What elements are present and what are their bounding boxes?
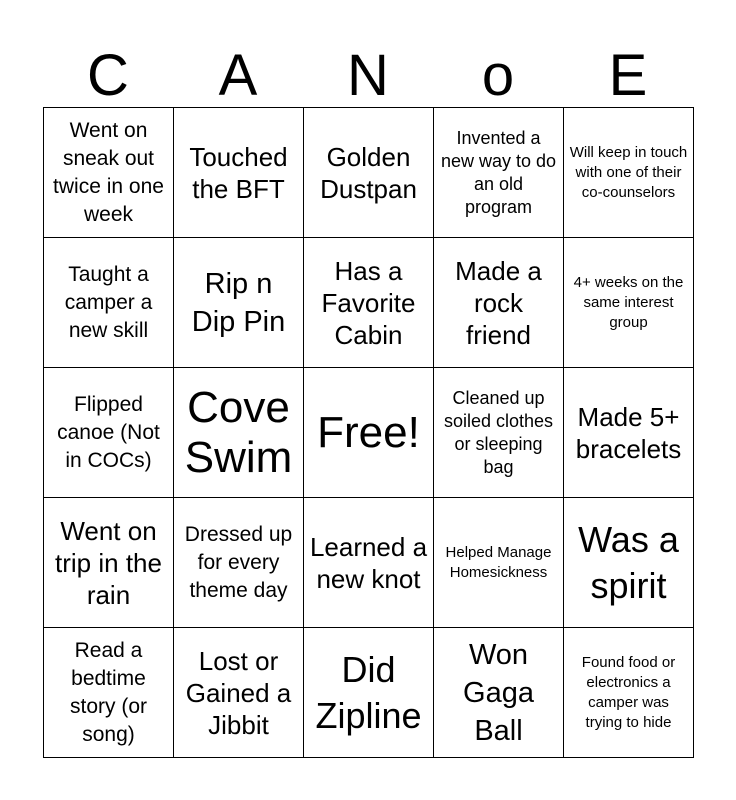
bingo-cell-text: 4+ weeks on the same interest group xyxy=(573,273,684,331)
bingo-cell-text: Did Zipline xyxy=(315,648,422,736)
bingo-cell-text: Invented a new way to do an old program xyxy=(440,127,557,217)
bingo-cell[interactable] xyxy=(564,108,694,238)
header-letter-c: C xyxy=(87,43,129,108)
bingo-cell[interactable] xyxy=(174,498,304,628)
bingo-cell-text: Made a rock friend xyxy=(455,255,542,350)
header-letter-e: E xyxy=(608,43,648,108)
bingo-grid xyxy=(43,107,694,758)
bingo-cell[interactable] xyxy=(174,108,304,238)
bingo-cell[interactable] xyxy=(44,368,174,498)
bingo-cell[interactable] xyxy=(434,108,564,238)
bingo-cell-text: Made 5+ bracelets xyxy=(575,401,682,464)
bingo-cell-text: Won Gaga Ball xyxy=(463,638,534,747)
bingo-cell-text: Touched the BFT xyxy=(189,141,288,204)
bingo-cell[interactable] xyxy=(174,628,304,758)
free-space-cell[interactable] xyxy=(304,368,434,498)
bingo-cell[interactable] xyxy=(564,498,694,628)
bingo-cell[interactable] xyxy=(434,628,564,758)
bingo-cell-text: Cove Swim xyxy=(184,382,293,482)
bingo-cell-text: Learned a new knot xyxy=(309,531,428,594)
bingo-header xyxy=(43,44,693,108)
bingo-cell[interactable] xyxy=(434,238,564,368)
header-letter-n: N xyxy=(347,43,389,108)
bingo-cell[interactable] xyxy=(304,238,434,368)
bingo-cell-text: Read a bedtime story (or song) xyxy=(69,638,147,746)
bingo-cell-text: Dressed up for every theme day xyxy=(184,522,293,602)
bingo-cell[interactable] xyxy=(564,368,694,498)
bingo-cell[interactable] xyxy=(564,628,694,758)
bingo-cell[interactable] xyxy=(434,368,564,498)
bingo-cell-text: Taught a camper a new skill xyxy=(64,262,153,342)
bingo-cell-text: Rip n Dip Pin xyxy=(191,267,286,338)
bingo-cell-text: Was a spirit xyxy=(578,518,679,606)
bingo-cell-text: Has a Favorite Cabin xyxy=(321,255,416,350)
header-letter-o: o xyxy=(481,43,515,108)
bingo-cell-text: Cleaned up soiled clothes or sleeping bag xyxy=(443,387,554,477)
bingo-cell[interactable] xyxy=(44,238,174,368)
bingo-cell[interactable] xyxy=(174,368,304,498)
bingo-cell[interactable] xyxy=(174,238,304,368)
bingo-cell-text: Went on trip in the rain xyxy=(55,515,162,610)
bingo-cell[interactable] xyxy=(564,238,694,368)
bingo-cell-text: Found food or electronics a camper was trying to hide xyxy=(581,653,676,731)
bingo-cell[interactable] xyxy=(44,108,174,238)
bingo-cell-text: Helped Manage Homesickness xyxy=(445,543,552,581)
bingo-cell[interactable] xyxy=(304,498,434,628)
bingo-cell-text: Will keep in touch with one of their co-counselors xyxy=(569,143,688,201)
bingo-cell-text: Golden Dustpan xyxy=(320,141,417,204)
free-space-text: Free! xyxy=(317,407,420,457)
bingo-cell-text: Lost or Gained a Jibbit xyxy=(185,645,292,740)
bingo-cell[interactable] xyxy=(44,498,174,628)
bingo-cell[interactable] xyxy=(304,108,434,238)
bingo-cell-text: Went on sneak out twice in one week xyxy=(53,118,164,226)
bingo-cell[interactable] xyxy=(434,498,564,628)
bingo-cell[interactable] xyxy=(304,628,434,758)
bingo-cell-text: Flipped canoe (Not in COCs) xyxy=(57,392,160,472)
header-letter-a: A xyxy=(218,43,258,108)
bingo-cell[interactable] xyxy=(44,628,174,758)
